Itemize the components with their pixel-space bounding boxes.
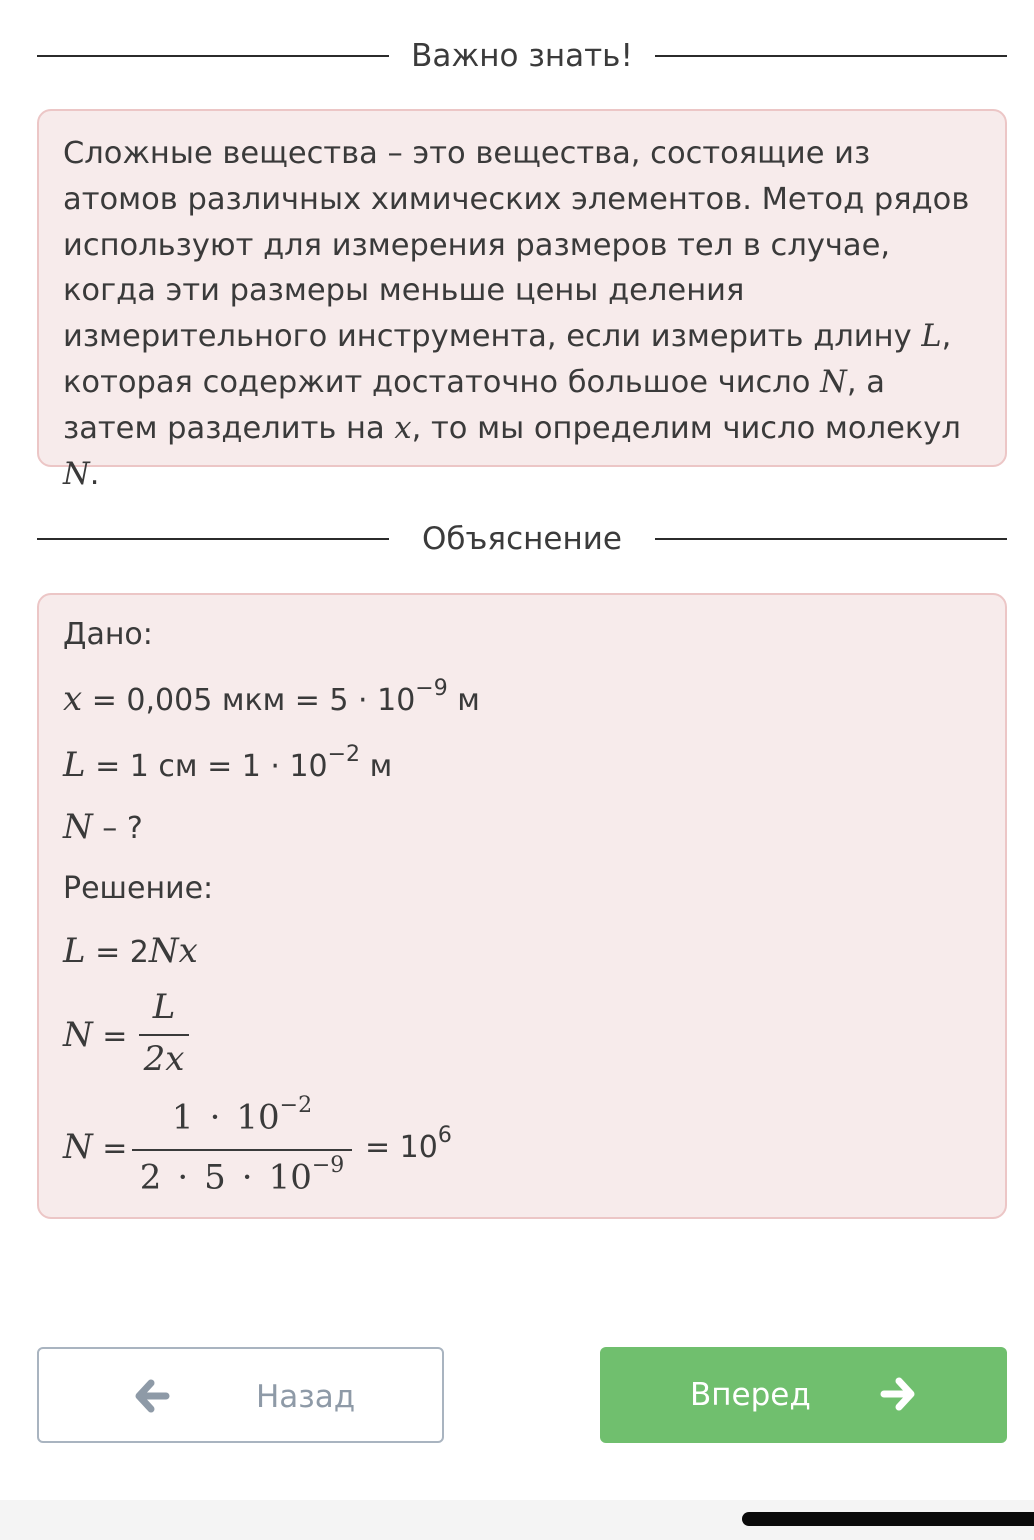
math-var-N: N (63, 807, 93, 847)
divider-line-left (37, 538, 389, 540)
info-text-part: , то мы определим число молекул (411, 410, 961, 446)
formula-equals: = (92, 1019, 128, 1054)
back-button[interactable] (37, 1347, 444, 1443)
arrow-left-icon (134, 1379, 170, 1413)
math-var-N: N (63, 1127, 93, 1167)
given-x-exponent: −9 (415, 676, 448, 701)
numerator-ten: 10 (236, 1097, 280, 1138)
given-L-unit: м (360, 749, 393, 784)
fraction-denominator (132, 1153, 352, 1198)
numerator-one: 1 (171, 1097, 194, 1138)
numerator-exponent: −2 (279, 1093, 313, 1118)
math-var-Nx: Nx (148, 931, 198, 971)
denominator-exponent: −9 (311, 1153, 345, 1178)
info-text-part: . (89, 456, 100, 492)
next-button[interactable] (600, 1347, 1007, 1443)
arrow-right-icon (880, 1377, 916, 1411)
formula-L-2Nx (63, 931, 198, 971)
given-L-line (63, 742, 393, 785)
math-var-L: L (63, 931, 86, 971)
important-info-box (37, 109, 1007, 492)
important-text (63, 131, 981, 497)
explanation-box (37, 593, 1007, 1219)
solution-label: Решение: (63, 871, 214, 906)
fraction-numerator (132, 1093, 352, 1138)
formula-equals-2: = 2 (85, 935, 149, 970)
formula-equals: = (92, 1131, 128, 1166)
given-L-exponent: −2 (327, 742, 361, 767)
math-var-N: N (820, 364, 847, 400)
given-N-line (63, 807, 143, 847)
info-text-part: , а затем разделить на (63, 364, 885, 446)
fraction-bar (139, 1034, 189, 1036)
fraction-bar (132, 1149, 352, 1151)
explanation-divider (37, 519, 1007, 559)
denominator-five: 5 (204, 1157, 226, 1198)
result-exponent: 6 (437, 1123, 452, 1148)
info-text-part: Сложные вещества – это вещества, состоящие из атомов различных химических элементов. Метод рядов используют для измерения размеров тел в случае, когда эти размеры меньше цены деления измерительного инструмента, если измерить длину (63, 136, 970, 355)
fraction-denominator: 2x (143, 1039, 185, 1079)
divider-line-left (37, 55, 389, 57)
math-var-L: L (63, 745, 86, 785)
info-text-part: , которая содержит достаточно большое число (63, 319, 952, 400)
math-var-N: N (63, 1015, 93, 1055)
next-button-label: Вперед (690, 1377, 811, 1413)
given-x-unit: м (447, 683, 480, 718)
important-title: Важно знать! (411, 38, 633, 74)
math-var-N: N (63, 456, 90, 492)
divider-line-right (655, 538, 1007, 540)
denominator-ten: 10 (268, 1157, 312, 1198)
math-var-x: x (63, 679, 83, 719)
math-var-L: L (921, 319, 942, 355)
divider-line-right (655, 55, 1007, 57)
denominator-two: 2 (139, 1157, 162, 1198)
home-indicator[interactable] (742, 1512, 1034, 1526)
result-value: = 10 (365, 1130, 438, 1165)
formula-N-lhs (63, 1015, 127, 1055)
given-x-line (63, 676, 480, 719)
multiply-dot: · (241, 1157, 253, 1198)
fraction-calculation (132, 1095, 352, 1205)
given-label: Дано: (63, 617, 153, 652)
multiply-dot: · (177, 1157, 189, 1198)
math-var-x: x (394, 410, 412, 446)
fraction-numerator: L (152, 987, 176, 1027)
fraction-L-over-2x (139, 987, 189, 1083)
formula-N-calc-lhs (63, 1127, 127, 1167)
formula-result (365, 1123, 452, 1165)
given-L-value: = 1 см = 1 · 10 (85, 749, 328, 784)
multiply-dot: · (209, 1097, 221, 1138)
given-N-question: – ? (92, 811, 143, 846)
important-divider (37, 36, 1007, 76)
back-button-label: Назад (256, 1379, 356, 1415)
given-x-value: = 0,005 мкм = 5 · 10 (82, 683, 416, 718)
explanation-title: Объяснение (422, 521, 622, 557)
